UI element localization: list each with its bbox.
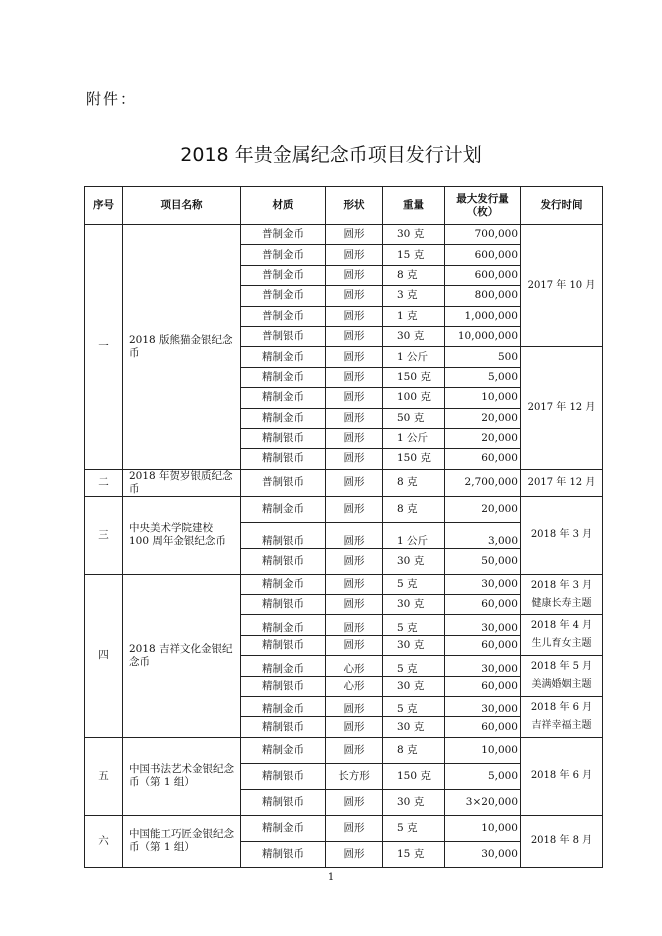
- quantity-cell: 30,000: [445, 615, 521, 635]
- shape-cell: 圆形: [326, 306, 383, 326]
- shape-cell: 圆形: [326, 265, 383, 285]
- material-cell: 精制银币: [241, 548, 326, 574]
- quantity-cell: 5,000: [445, 367, 521, 387]
- project-name: 中国能工巧匠金银纪念币（第 1 组）: [123, 815, 241, 867]
- shape-cell: 圆形: [326, 367, 383, 387]
- quantity-cell: 30,000: [445, 574, 521, 594]
- shape-cell: 圆形: [326, 615, 383, 635]
- issue-date: 2018 年 6 月: [530, 701, 593, 713]
- weight-cell: 30 克: [383, 789, 445, 815]
- quantity-cell: 500: [445, 347, 521, 367]
- material-cell: 精制银币: [241, 717, 326, 737]
- weight-cell: 8 克: [383, 469, 445, 496]
- issue-date-cell: 2017 年 12 月: [521, 347, 603, 469]
- material-cell: 精制金币: [241, 574, 326, 594]
- header-shape: 形状: [326, 187, 383, 225]
- project-name: 2018 版熊猫金银纪念币: [123, 225, 241, 470]
- issue-date-cell: [521, 615, 603, 656]
- quantity-cell: 3×20,000: [445, 789, 521, 815]
- material-cell: 普制银币: [241, 326, 326, 346]
- shape-cell: 圆形: [326, 737, 383, 763]
- shape-cell: 圆形: [326, 841, 383, 867]
- quantity-cell: 30,000: [445, 697, 521, 717]
- weight-cell: 5 克: [383, 697, 445, 717]
- weight-cell: 150 克: [383, 367, 445, 387]
- quantity-cell: 600,000: [445, 265, 521, 285]
- weight-cell: 150 克: [383, 449, 445, 469]
- weight-cell: 1 公斤: [383, 522, 445, 548]
- issue-date: 2018 年 3 月: [530, 579, 593, 591]
- header-weight: 重量: [383, 187, 445, 225]
- shape-cell: 圆形: [326, 428, 383, 448]
- weight-cell: 5 克: [383, 656, 445, 676]
- shape-cell: 圆形: [326, 789, 383, 815]
- weight-cell: 5 克: [383, 574, 445, 594]
- project-seq: 一: [85, 225, 123, 470]
- project-name: 中国书法艺术金银纪念币（第 1 组）: [123, 737, 241, 815]
- header-issue-date: 发行时间: [521, 187, 603, 225]
- issue-date-cell: [521, 697, 603, 738]
- material-cell: 精制金币: [241, 615, 326, 635]
- weight-cell: 8 克: [383, 496, 445, 522]
- weight-cell: 30 克: [383, 676, 445, 696]
- project-name: 2018 年贺岁银质纪念币: [123, 469, 241, 496]
- weight-cell: 8 克: [383, 737, 445, 763]
- shape-cell: 心形: [326, 676, 383, 696]
- quantity-cell: 50,000: [445, 548, 521, 574]
- material-cell: 精制金币: [241, 367, 326, 387]
- table-header-row: [85, 187, 603, 225]
- issue-theme: 吉祥幸福主题: [531, 719, 592, 731]
- material-cell: 普制金币: [241, 286, 326, 306]
- table-row: [85, 574, 603, 594]
- header-max-issue: 最大发行量（枚）: [445, 187, 521, 225]
- project-seq: 五: [85, 737, 123, 815]
- quantity-cell: 5,000: [445, 763, 521, 789]
- shape-cell: 圆形: [326, 225, 383, 245]
- issue-date-cell: [521, 574, 603, 615]
- header-name: 项目名称: [123, 187, 241, 225]
- weight-cell: 30 克: [383, 326, 445, 346]
- table-row: [85, 815, 603, 841]
- weight-cell: 3 克: [383, 286, 445, 306]
- material-cell: 普制金币: [241, 265, 326, 285]
- table-row: [85, 469, 603, 496]
- shape-cell: 圆形: [326, 347, 383, 367]
- issue-theme: 生儿育女主题: [531, 638, 592, 650]
- shape-cell: 圆形: [326, 574, 383, 594]
- quantity-cell: 20,000: [445, 428, 521, 448]
- material-cell: 精制金币: [241, 496, 326, 522]
- project-name: 2018 吉祥文化金银纪念币: [123, 574, 241, 737]
- material-cell: 精制银币: [241, 763, 326, 789]
- quantity-cell: 10,000: [445, 388, 521, 408]
- shape-cell: 圆形: [326, 245, 383, 265]
- quantity-cell: 30,000: [445, 841, 521, 867]
- table-body: [85, 225, 603, 868]
- weight-cell: 1 克: [383, 306, 445, 326]
- weight-cell: 100 克: [383, 388, 445, 408]
- weight-cell: 8 克: [383, 265, 445, 285]
- project-seq: 二: [85, 469, 123, 496]
- shape-cell: 圆形: [326, 496, 383, 522]
- quantity-cell: 800,000: [445, 286, 521, 306]
- quantity-cell: 2,700,000: [445, 469, 521, 496]
- quantity-cell: 3,000: [445, 522, 521, 548]
- quantity-cell: 30,000: [445, 656, 521, 676]
- shape-cell: 圆形: [326, 286, 383, 306]
- shape-cell: 圆形: [326, 697, 383, 717]
- material-cell: 精制金币: [241, 408, 326, 428]
- shape-cell: 圆形: [326, 635, 383, 655]
- attachment-label: 附件：: [86, 90, 138, 108]
- material-cell: 精制金币: [241, 815, 326, 841]
- issue-date: 2018 年 4 月: [530, 620, 593, 632]
- quantity-cell: 60,000: [445, 635, 521, 655]
- issue-date-cell: 2018 年 6 月: [521, 737, 603, 815]
- weight-cell: 30 克: [383, 595, 445, 615]
- quantity-cell: 10,000: [445, 815, 521, 841]
- project-seq: 六: [85, 815, 123, 867]
- issuance-plan-table: [84, 186, 603, 868]
- shape-cell: 圆形: [326, 326, 383, 346]
- quantity-cell: 700,000: [445, 225, 521, 245]
- issue-date-cell: 2017 年 10 月: [521, 225, 603, 347]
- shape-cell: 圆形: [326, 388, 383, 408]
- quantity-cell: 60,000: [445, 595, 521, 615]
- table-row: [85, 737, 603, 763]
- weight-cell: 30 克: [383, 225, 445, 245]
- material-cell: 普制金币: [241, 225, 326, 245]
- material-cell: 精制银币: [241, 789, 326, 815]
- issue-date-cell: 2017 年 12 月: [521, 469, 603, 496]
- material-cell: 精制金币: [241, 656, 326, 676]
- material-cell: 精制银币: [241, 676, 326, 696]
- shape-cell: 圆形: [326, 717, 383, 737]
- material-cell: 精制金币: [241, 388, 326, 408]
- quantity-cell: 10,000,000: [445, 326, 521, 346]
- project-seq: 三: [85, 496, 123, 574]
- issue-theme: 健康长寿主题: [531, 597, 592, 609]
- material-cell: 精制金币: [241, 737, 326, 763]
- weight-cell: 5 克: [383, 815, 445, 841]
- shape-cell: 圆形: [326, 548, 383, 574]
- table-row: [85, 225, 603, 245]
- weight-cell: 15 克: [383, 245, 445, 265]
- weight-cell: 1 公斤: [383, 347, 445, 367]
- material-cell: 精制银币: [241, 522, 326, 548]
- material-cell: 精制银币: [241, 841, 326, 867]
- material-cell: 精制银币: [241, 428, 326, 448]
- header-seq: 序号: [85, 187, 123, 225]
- page-number: 1: [327, 872, 335, 883]
- shape-cell: 圆形: [326, 595, 383, 615]
- document-title: 2018 年贵金属纪念币项目发行计划: [180, 144, 482, 166]
- shape-cell: 心形: [326, 656, 383, 676]
- weight-cell: 150 克: [383, 763, 445, 789]
- shape-cell: 圆形: [326, 469, 383, 496]
- issue-date-cell: [521, 656, 603, 697]
- shape-cell: 圆形: [326, 815, 383, 841]
- material-cell: 精制金币: [241, 347, 326, 367]
- issue-theme: 美满婚姻主题: [531, 679, 592, 691]
- quantity-cell: 600,000: [445, 245, 521, 265]
- issue-date-cell: 2018 年 3 月: [521, 496, 603, 574]
- material-cell: 普制金币: [241, 245, 326, 265]
- material-cell: 普制银币: [241, 469, 326, 496]
- shape-cell: 圆形: [326, 449, 383, 469]
- project-name: 中央美术学院建校 100 周年金银纪念币: [123, 496, 241, 574]
- quantity-cell: 10,000: [445, 737, 521, 763]
- issue-date: 2018 年 5 月: [530, 661, 593, 673]
- quantity-cell: 60,000: [445, 717, 521, 737]
- quantity-cell: 60,000: [445, 676, 521, 696]
- weight-cell: 30 克: [383, 717, 445, 737]
- material-cell: 普制金币: [241, 306, 326, 326]
- table-row: [85, 496, 603, 522]
- weight-cell: 5 克: [383, 615, 445, 635]
- quantity-cell: 1,000,000: [445, 306, 521, 326]
- quantity-cell: 20,000: [445, 496, 521, 522]
- quantity-cell: 20,000: [445, 408, 521, 428]
- shape-cell: 长方形: [326, 763, 383, 789]
- material-cell: 精制金币: [241, 697, 326, 717]
- issue-date-cell: 2018 年 8 月: [521, 815, 603, 867]
- quantity-cell: 60,000: [445, 449, 521, 469]
- weight-cell: 15 克: [383, 841, 445, 867]
- material-cell: 精制银币: [241, 449, 326, 469]
- header-material: 材质: [241, 187, 326, 225]
- weight-cell: 1 公斤: [383, 428, 445, 448]
- shape-cell: 圆形: [326, 408, 383, 428]
- shape-cell: 圆形: [326, 522, 383, 548]
- weight-cell: 50 克: [383, 408, 445, 428]
- weight-cell: 30 克: [383, 548, 445, 574]
- project-seq: 四: [85, 574, 123, 737]
- weight-cell: 30 克: [383, 635, 445, 655]
- material-cell: 精制银币: [241, 635, 326, 655]
- material-cell: 精制银币: [241, 595, 326, 615]
